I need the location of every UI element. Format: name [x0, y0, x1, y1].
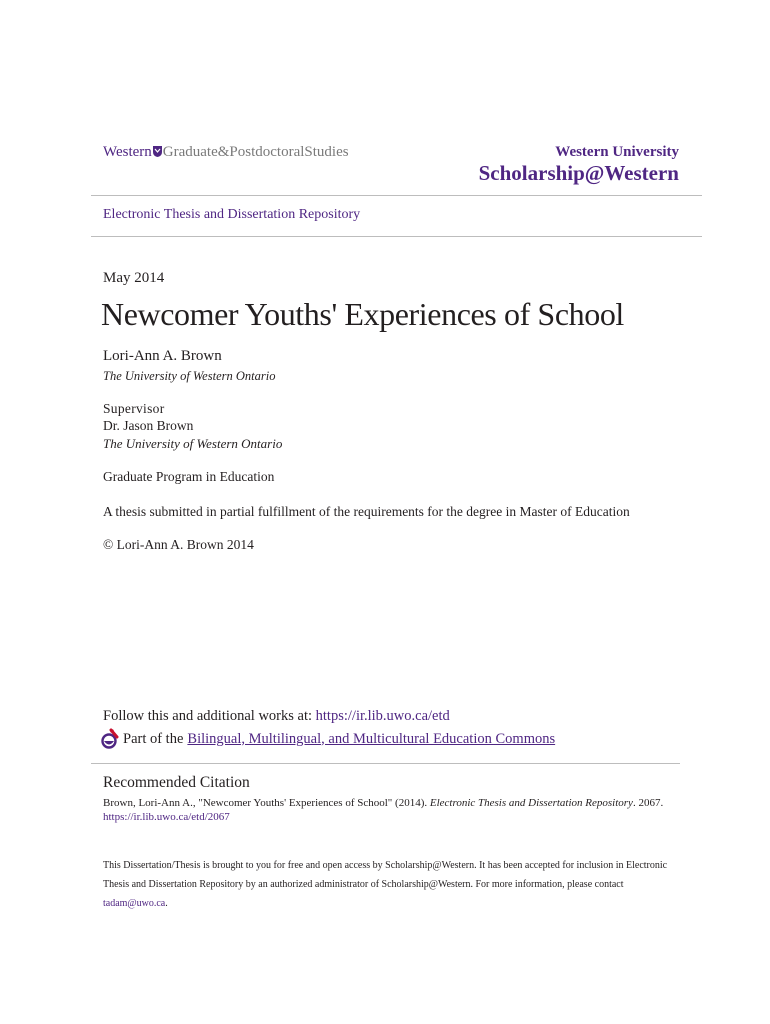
western-crest-icon: [153, 146, 162, 157]
supervisor-name: Dr. Jason Brown: [103, 418, 194, 433]
thesis-date: May 2014: [103, 270, 165, 286]
disclaimer-body: This Dissertation/Thesis is brought to you for free and open access by Scholarship@Western. It has been accepted for inclusion in Electronic Thesis and Dissertation Repository by an authorized administrator of Scholarship@Western. For more information, please contact: [103, 860, 668, 890]
author-institution: The University of Western Ontario: [103, 369, 276, 383]
contact-email-link[interactable]: tadam@uwo.ca: [103, 898, 166, 909]
header-divider: [91, 195, 702, 196]
thesis-statement: A thesis submitted in partial fulfillment of the requirements for the degree in Master of Education: [103, 504, 630, 519]
repository-link[interactable]: Electronic Thesis and Dissertation Repository: [103, 207, 361, 222]
western-graduate-logo: [103, 144, 349, 161]
citation-divider: [91, 763, 680, 764]
follow-line: [103, 708, 450, 725]
university-name: Western University: [555, 144, 679, 160]
supervisor-institution: The University of Western Ontario: [103, 436, 283, 451]
citation-start: Brown, Lori-Ann A., "Newcomer Youths' Experiences of School" (2014).: [103, 797, 430, 809]
supervisor-label: Supervisor: [103, 401, 165, 416]
citation-url-link[interactable]: https://ir.lib.uwo.ca/etd/2067: [103, 811, 230, 823]
graduate-program: Graduate Program in Education: [103, 469, 275, 484]
citation-text: [103, 797, 663, 809]
follow-label: Follow this and additional works at:: [103, 708, 316, 724]
citation-journal: Electronic Thesis and Dissertation Repository: [429, 797, 633, 809]
network-logo-icon: [101, 728, 120, 750]
author-name: Lori-Ann A. Brown: [103, 348, 222, 364]
citation-end: . 2067.: [632, 797, 664, 809]
commons-link[interactable]: Bilingual, Multilingual, and Multicultural Education Commons: [187, 730, 556, 747]
follow-url-link[interactable]: https://ir.lib.uwo.ca/etd: [315, 708, 450, 724]
part-of-label: Part of the: [123, 730, 184, 747]
logo-primary: Western: [103, 144, 152, 160]
logo-secondary: Graduate&PostdoctoralStudies: [162, 144, 349, 160]
repository-divider: [91, 236, 702, 237]
disclaimer-end: .: [165, 898, 168, 909]
part-of-line: [101, 728, 555, 750]
thesis-title: Newcomer Youths' Experiences of School: [101, 296, 624, 332]
copyright-notice: © Lori-Ann A. Brown 2014: [103, 537, 254, 552]
scholarship-western-title: Scholarship@Western: [478, 161, 679, 185]
recommended-citation-heading: Recommended Citation: [103, 774, 250, 791]
disclaimer-text: [103, 856, 673, 913]
